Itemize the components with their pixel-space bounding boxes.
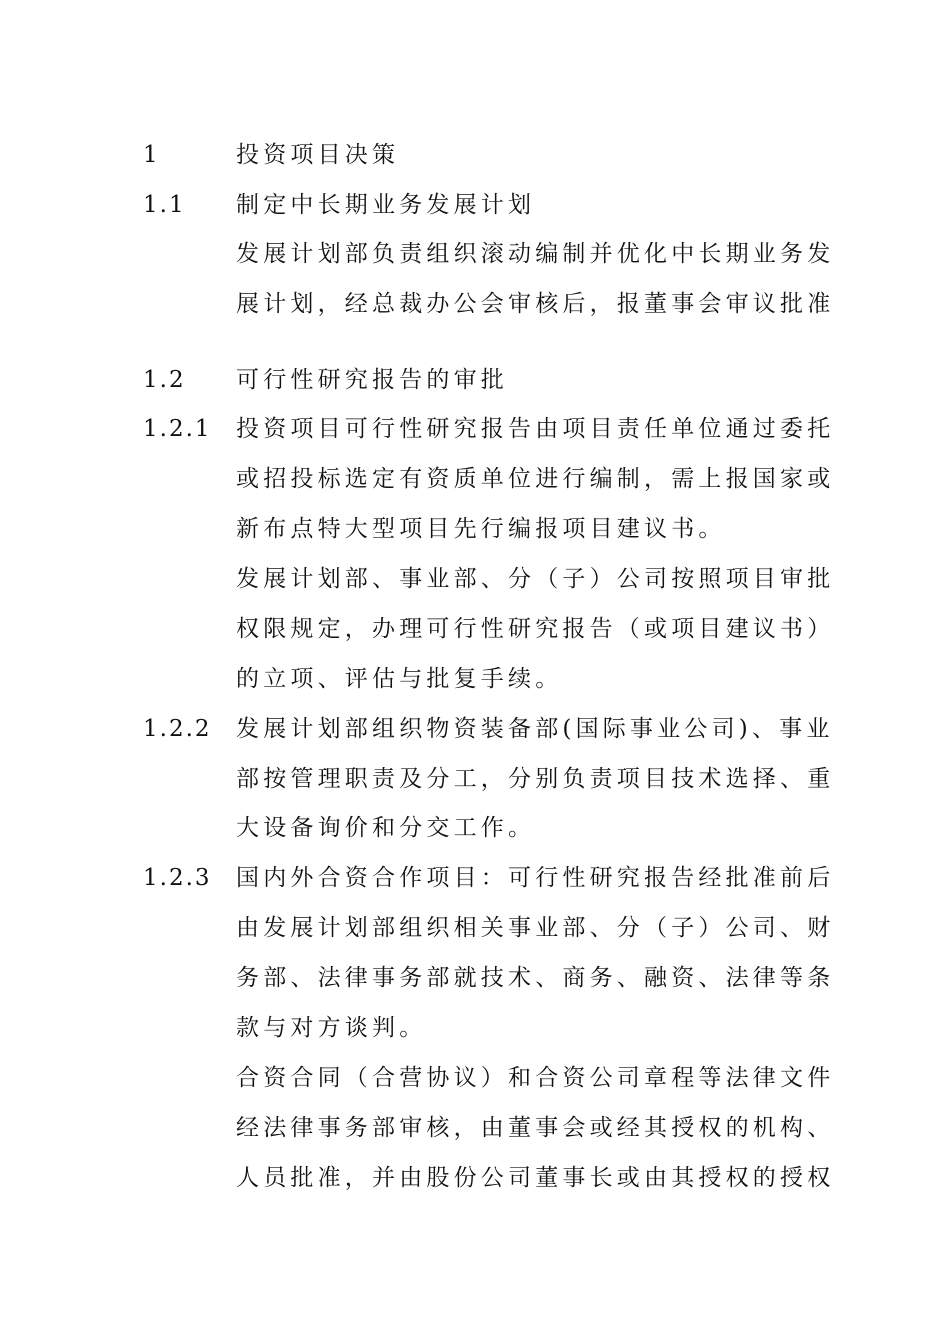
paragraph-text: 务部、法律事务部就技术、商务、融资、法律等条 <box>236 965 835 991</box>
paragraph-text: 部按管理职责及分工，分别负责项目技术选择、重 <box>236 766 835 792</box>
paragraph-line <box>0 604 950 654</box>
paragraph-text: 发展计划部组织物资装备部(国际事业公司)、事业 <box>236 716 834 742</box>
clause-number: 1.2.1 <box>143 416 212 442</box>
heading-row <box>0 180 950 230</box>
paragraph-text: 国内外合资合作项目：可行性研究报告经批准前后 <box>236 865 835 891</box>
paragraph-line <box>0 229 950 279</box>
paragraph-line <box>0 1153 950 1203</box>
paragraph-line <box>0 1003 950 1053</box>
paragraph-line <box>0 454 950 504</box>
paragraph-text: 经法律事务部审核，由董事会或经其授权的机构、 <box>236 1115 835 1141</box>
clause-row <box>0 853 950 903</box>
paragraph-text: 款与对方谈判。 <box>236 1015 427 1041</box>
section-number: 1.2 <box>143 367 186 393</box>
paragraph-text: 投资项目可行性研究报告由项目责任单位通过委托 <box>236 416 835 442</box>
paragraph-line <box>0 1053 950 1103</box>
paragraph-text: 的立项、评估与批复手续。 <box>236 666 563 692</box>
paragraph-line <box>0 504 950 554</box>
paragraph-line <box>0 279 950 329</box>
paragraph-line <box>0 953 950 1003</box>
heading-row <box>0 355 950 405</box>
clause-row <box>0 704 950 754</box>
paragraph-text: 发展计划部负责组织滚动编制并优化中长期业务发 <box>236 241 835 267</box>
paragraph-line <box>0 1103 950 1153</box>
paragraph-text: 权限规定，办理可行性研究报告（或项目建议书） <box>236 616 835 642</box>
section-title: 制定中长期业务发展计划 <box>236 192 536 218</box>
heading-row <box>0 130 950 180</box>
paragraph-line <box>0 754 950 804</box>
paragraph-text: 发展计划部、事业部、分（子）公司按照项目审批 <box>236 566 835 592</box>
paragraph-line <box>0 903 950 953</box>
section-number: 1.1 <box>143 192 186 218</box>
paragraph-text: 由发展计划部组织相关事业部、分（子）公司、财 <box>236 915 835 941</box>
paragraph-line <box>0 554 950 604</box>
section-title: 可行性研究报告的审批 <box>236 367 508 393</box>
paragraph-text: 大设备询价和分交工作。 <box>236 815 536 841</box>
paragraph-text: 展计划，经总裁办公会审核后，报董事会审议批准 <box>236 291 835 317</box>
paragraph-text: 合资合同（合营协议）和合资公司章程等法律文件 <box>236 1065 835 1091</box>
paragraph-text: 新布点特大型项目先行编报项目建议书。 <box>236 516 726 542</box>
section-number: 1 <box>143 142 160 168</box>
paragraph-line <box>0 803 950 853</box>
paragraph-text: 人员批准，并由股份公司董事长或由其授权的授权 <box>236 1165 835 1191</box>
clause-number: 1.2.2 <box>143 716 212 742</box>
clause-row <box>0 404 950 454</box>
paragraph-text: 或招投标选定有资质单位进行编制，需上报国家或 <box>236 466 835 492</box>
clause-number: 1.2.3 <box>143 865 212 891</box>
section-title: 投资项目决策 <box>236 142 400 168</box>
paragraph-line <box>0 654 950 704</box>
